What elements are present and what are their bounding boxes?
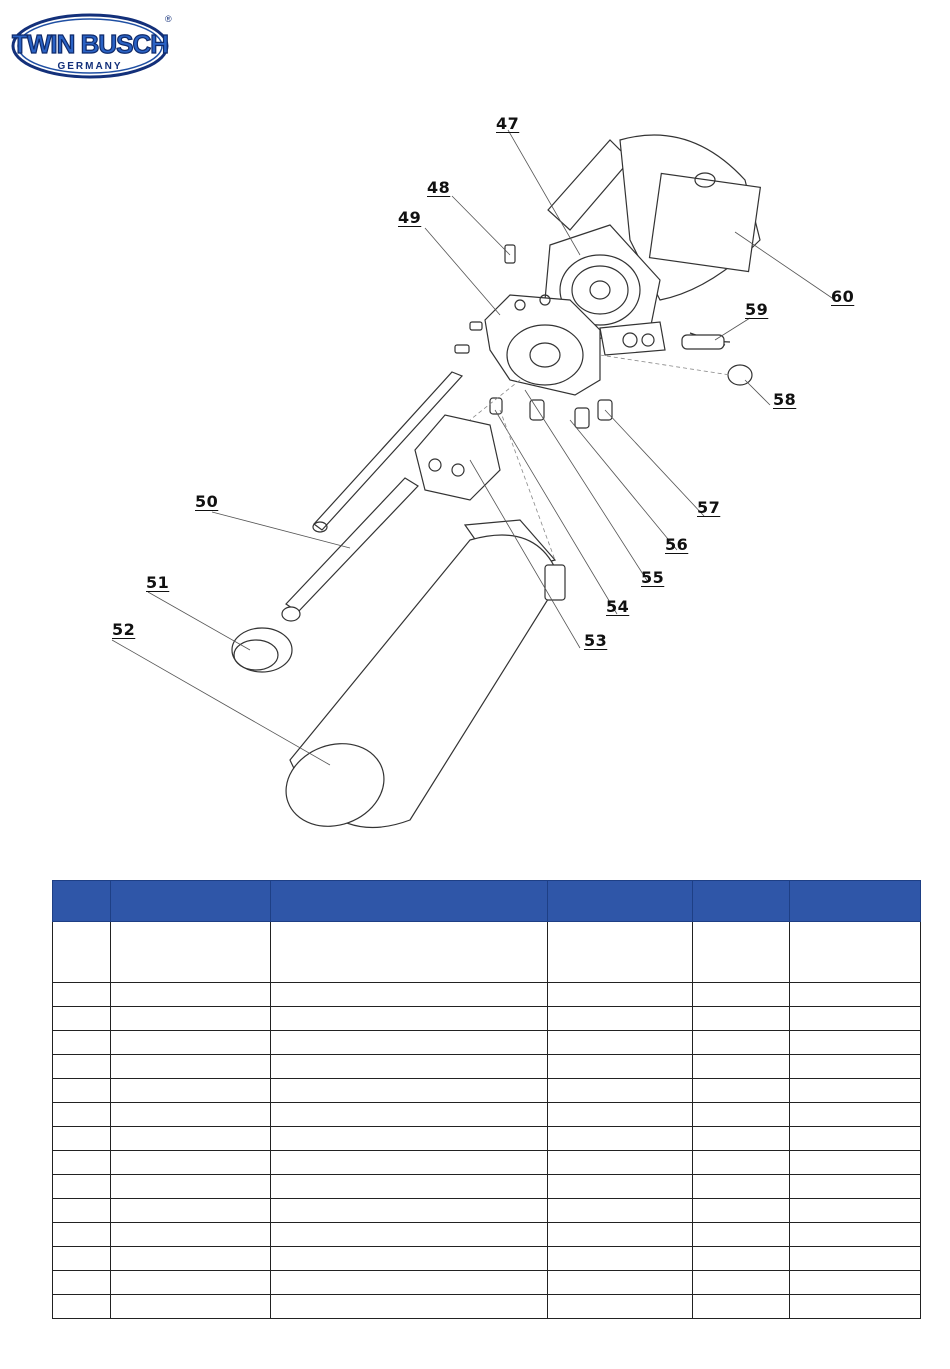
header-cell [111, 881, 271, 922]
table-cell [111, 922, 271, 983]
table-cell [111, 1175, 271, 1199]
table-cell [111, 1007, 271, 1031]
table-cell [790, 1247, 921, 1271]
table-cell [548, 983, 693, 1007]
table-row [53, 1127, 921, 1151]
table-row [53, 1031, 921, 1055]
table-cell [548, 1271, 693, 1295]
table-cell [271, 1103, 548, 1127]
table-row [53, 1295, 921, 1319]
table-cell [790, 1223, 921, 1247]
table-cell [790, 922, 921, 983]
table-cell [111, 1295, 271, 1319]
table-cell [53, 1247, 111, 1271]
table-cell [271, 983, 548, 1007]
table-cell [693, 1007, 790, 1031]
table-row [53, 983, 921, 1007]
table-cell [53, 1031, 111, 1055]
callout-49: 49 [398, 208, 422, 227]
registered-mark: ® [165, 14, 172, 24]
table-cell [111, 1031, 271, 1055]
table-cell [790, 1271, 921, 1295]
table-cell [693, 922, 790, 983]
table-cell [790, 1127, 921, 1151]
table-cell [790, 983, 921, 1007]
header-cell [790, 881, 921, 922]
table-cell [693, 1103, 790, 1127]
table-cell [548, 922, 693, 983]
table-cell [111, 1151, 271, 1175]
table-cell [111, 983, 271, 1007]
table-cell [548, 1031, 693, 1055]
table-cell [271, 1295, 548, 1319]
table-row [53, 1247, 921, 1271]
table-cell [53, 1007, 111, 1031]
table-row [53, 1007, 921, 1031]
tank-part [274, 520, 565, 840]
table-cell [693, 1223, 790, 1247]
callout-57: 57 [697, 498, 721, 517]
table-cell [53, 1271, 111, 1295]
table-cell [53, 1295, 111, 1319]
table-cell [53, 1175, 111, 1199]
table-cell [271, 1127, 548, 1151]
table-cell [111, 1247, 271, 1271]
table-cell [548, 1295, 693, 1319]
table-cell [548, 1079, 693, 1103]
table-cell [53, 1079, 111, 1103]
table-cell [693, 983, 790, 1007]
callout-56: 56 [665, 535, 689, 554]
table-row [53, 1271, 921, 1295]
table-cell [790, 1079, 921, 1103]
table-cell [548, 1247, 693, 1271]
table-cell [271, 1199, 548, 1223]
logo-brand-text: TWIN BUSCH [11, 29, 169, 59]
table-cell [693, 1151, 790, 1175]
table-cell [53, 1199, 111, 1223]
callout-47: 47 [496, 114, 520, 133]
callout-51: 51 [146, 573, 170, 592]
table-row [53, 922, 921, 983]
table-cell [271, 1151, 548, 1175]
table-row [53, 1103, 921, 1127]
table-row [53, 1151, 921, 1175]
twin-busch-logo [10, 10, 180, 80]
callout-60: 60 [831, 287, 855, 306]
callout-53: 53 [584, 631, 608, 650]
table-row [53, 1199, 921, 1223]
callout-50: 50 [195, 492, 219, 511]
table-cell [271, 1055, 548, 1079]
table-cell [111, 1079, 271, 1103]
table-row [53, 1175, 921, 1199]
callout-48: 48 [427, 178, 451, 197]
header-cell [693, 881, 790, 922]
table-cell [548, 1199, 693, 1223]
table-row [53, 1079, 921, 1103]
table-cell [548, 1127, 693, 1151]
table-cell [271, 1079, 548, 1103]
table-cell [548, 1103, 693, 1127]
callout-59: 59 [745, 300, 769, 319]
table-cell [111, 1055, 271, 1079]
logo-subtitle-text: GERMANY [57, 61, 123, 72]
table-cell [548, 1007, 693, 1031]
table-cell [693, 1271, 790, 1295]
table-cell [271, 1271, 548, 1295]
callout-52: 52 [112, 620, 136, 639]
callout-54: 54 [606, 597, 630, 616]
table-cell [111, 1127, 271, 1151]
table-cell [693, 1199, 790, 1223]
parts-list-table [52, 880, 921, 1319]
table-cell [693, 1055, 790, 1079]
table-cell [53, 1055, 111, 1079]
table-cell [53, 922, 111, 983]
table-cell [111, 1223, 271, 1247]
table-row [53, 1223, 921, 1247]
table-cell [693, 1127, 790, 1151]
table-row [53, 1055, 921, 1079]
table-cell [693, 1175, 790, 1199]
table-cell [271, 1175, 548, 1199]
parts-drawing [0, 100, 950, 860]
table-cell [53, 1223, 111, 1247]
callout-58: 58 [773, 390, 797, 409]
table-cell [53, 1103, 111, 1127]
table-cell [53, 983, 111, 1007]
table-cell [271, 1007, 548, 1031]
header-cell [271, 881, 548, 922]
table-cell [790, 1175, 921, 1199]
table-cell [271, 1031, 548, 1055]
table-cell [111, 1103, 271, 1127]
table-cell [53, 1127, 111, 1151]
table-cell [548, 1223, 693, 1247]
table-cell [271, 1223, 548, 1247]
table-cell [271, 922, 548, 983]
table-cell [790, 1295, 921, 1319]
table-cell [271, 1247, 548, 1271]
table-cell [548, 1175, 693, 1199]
table-cell [790, 1103, 921, 1127]
table-cell [693, 1079, 790, 1103]
table-cell [790, 1055, 921, 1079]
exploded-parts-diagram [0, 100, 950, 860]
table-cell [790, 1007, 921, 1031]
table-cell [53, 1151, 111, 1175]
table-header-row [53, 881, 921, 922]
table-cell [693, 1295, 790, 1319]
table-cell [790, 1151, 921, 1175]
table-cell [790, 1199, 921, 1223]
header-cell [548, 881, 693, 922]
table-cell [693, 1031, 790, 1055]
table-cell [111, 1199, 271, 1223]
table-cell [548, 1055, 693, 1079]
header-cell [53, 881, 111, 922]
callout-55: 55 [641, 568, 665, 587]
table-cell [790, 1031, 921, 1055]
table-cell [548, 1151, 693, 1175]
table-cell [693, 1247, 790, 1271]
table-cell [111, 1271, 271, 1295]
